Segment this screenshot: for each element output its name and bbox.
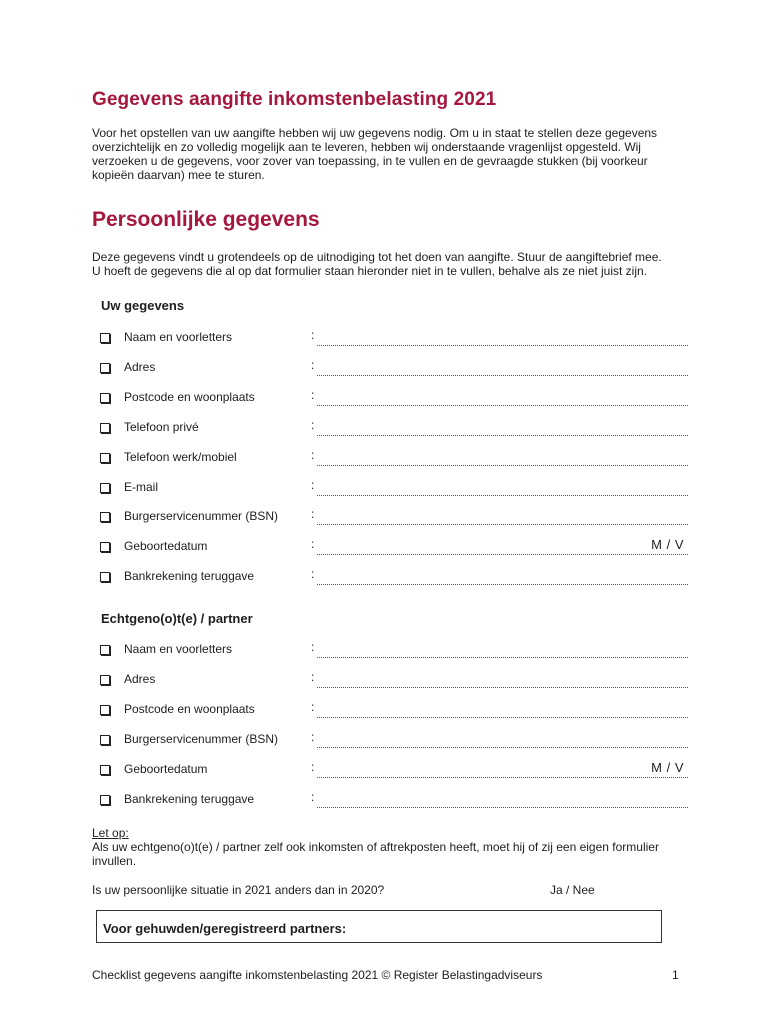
note-label: Let op:	[92, 826, 129, 840]
form-row	[100, 330, 690, 358]
field-colon: :	[311, 759, 315, 774]
gender-options[interactable]: M / V	[651, 759, 684, 775]
checkbox-icon[interactable]	[100, 572, 110, 582]
field-colon: :	[311, 699, 315, 714]
field-label: Telefoon privé	[124, 419, 199, 434]
fill-in-line[interactable]	[317, 717, 688, 718]
form-row	[100, 509, 690, 537]
field-label: Telefoon werk/mobiel	[124, 449, 237, 464]
field-label: Bankrekening teruggave	[124, 569, 255, 584]
field-label: Adres	[124, 671, 156, 686]
field-colon: :	[311, 387, 315, 402]
field-colon: :	[311, 669, 315, 684]
form-row	[100, 729, 690, 760]
form-row	[100, 669, 690, 700]
field-colon: :	[311, 789, 315, 804]
form-row	[100, 759, 690, 790]
partners-section-box	[96, 910, 662, 943]
field-label: Geboortedatum	[124, 539, 208, 554]
note-text: Als uw echtgeno(o)t(e) / partner zelf ook inkomsten of aftrekposten heeft, moet hij of zij een eigen formulier invullen.	[92, 840, 659, 868]
note-block	[92, 826, 662, 868]
field-label: Burgerservicenummer (BSN)	[124, 509, 279, 524]
section-heading-persoonlijke-gegevens: Persoonlijke gegevens	[92, 208, 320, 231]
field-label: E-mail	[124, 479, 159, 494]
field-colon: :	[311, 447, 315, 462]
field-colon: :	[311, 537, 315, 552]
situation-answer-options[interactable]: Ja / Nee	[550, 883, 595, 897]
field-colon: :	[311, 417, 315, 432]
fill-in-line[interactable]	[317, 554, 688, 555]
checkbox-icon[interactable]	[100, 363, 110, 373]
checkbox-icon[interactable]	[100, 675, 110, 685]
subheading-uw-gegevens: Uw gegevens	[101, 298, 185, 313]
fill-in-line[interactable]	[317, 465, 688, 466]
form-row	[100, 569, 690, 597]
field-colon: :	[311, 357, 315, 372]
field-colon: :	[311, 729, 315, 744]
checkbox-icon[interactable]	[100, 393, 110, 403]
form-row	[100, 447, 690, 478]
checkbox-icon[interactable]	[100, 705, 110, 715]
checkbox-icon[interactable]	[100, 333, 110, 343]
checkbox-icon[interactable]	[100, 423, 110, 433]
page-title: Gegevens aangifte inkomstenbelasting 2021	[92, 89, 497, 110]
situation-question: Is uw persoonlijke situatie in 2021 anders dan in 2020?	[92, 883, 385, 897]
checkbox-icon[interactable]	[100, 645, 110, 655]
checkbox-icon[interactable]	[100, 795, 110, 805]
form-row	[100, 387, 690, 418]
checkbox-icon[interactable]	[100, 735, 110, 745]
fill-in-line[interactable]	[317, 375, 688, 376]
fill-in-line[interactable]	[317, 435, 688, 436]
field-label: Naam en voorletters	[124, 330, 233, 344]
checkbox-icon[interactable]	[100, 453, 110, 463]
page-number: 1	[672, 968, 679, 982]
footer-text: Checklist gegevens aangifte inkomstenbelasting 2021 © Register Belastingadviseurs	[92, 968, 543, 982]
field-colon: :	[311, 507, 315, 522]
form-row	[100, 699, 690, 730]
checkbox-icon[interactable]	[100, 483, 110, 493]
field-label: Adres	[124, 359, 156, 374]
fill-in-line[interactable]	[317, 657, 688, 658]
intro-paragraph: Voor het opstellen van uw aangifte hebben wij uw gegevens nodig. Om u in staat te stellen deze gegevens overzichtelijk en zo volledig mogelijk aan te leveren, hebben wij onderstaande vragenlijst opgesteld. Wij verzoeken u de gegevens, voor zover van toepassing, in te vullen en de gevraagde stukken (bij voorkeur kopieën daarvan) mee te sturen.	[92, 126, 658, 182]
checkbox-icon[interactable]	[100, 542, 110, 552]
partners-section-heading: Voor gehuwden/geregistreerd partners:	[103, 921, 347, 936]
field-label: Burgerservicenummer (BSN)	[124, 731, 279, 746]
field-label: Postcode en woonplaats	[124, 389, 255, 404]
field-colon: :	[311, 328, 315, 342]
checkbox-icon[interactable]	[100, 512, 110, 522]
fill-in-line[interactable]	[317, 687, 688, 688]
form-row	[100, 417, 690, 448]
form-row	[100, 477, 690, 508]
subheading-partner: Echtgeno(o)t(e) / partner	[101, 611, 253, 626]
field-colon: :	[311, 567, 315, 582]
fill-in-line[interactable]	[317, 345, 688, 346]
form-row	[100, 642, 690, 670]
fill-in-line[interactable]	[317, 807, 688, 808]
field-label: Geboortedatum	[124, 761, 208, 776]
personal-info-paragraph: Deze gegevens vindt u grotendeels op de uitnodiging tot het doen van aangifte. Stuur de aangiftebrief mee. U hoeft de gegevens die al op dat formulier staan hieronder niet in te vullen, behalve als ze niet juist zijn.	[92, 250, 662, 278]
form-row	[100, 539, 690, 567]
fill-in-line[interactable]	[317, 584, 688, 585]
field-label: Naam en voorletters	[124, 642, 233, 656]
field-label: Bankrekening teruggave	[124, 791, 255, 806]
fill-in-line[interactable]	[317, 777, 688, 778]
field-label: Postcode en woonplaats	[124, 701, 255, 716]
field-colon: :	[311, 477, 315, 492]
fill-in-line[interactable]	[317, 495, 688, 496]
form-row	[100, 357, 690, 388]
form-row	[100, 789, 690, 820]
field-colon: :	[311, 640, 315, 654]
fill-in-line[interactable]	[317, 524, 688, 525]
gender-options[interactable]: M / V	[651, 537, 684, 553]
fill-in-line[interactable]	[317, 747, 688, 748]
fill-in-line[interactable]	[317, 405, 688, 406]
checkbox-icon[interactable]	[100, 765, 110, 775]
